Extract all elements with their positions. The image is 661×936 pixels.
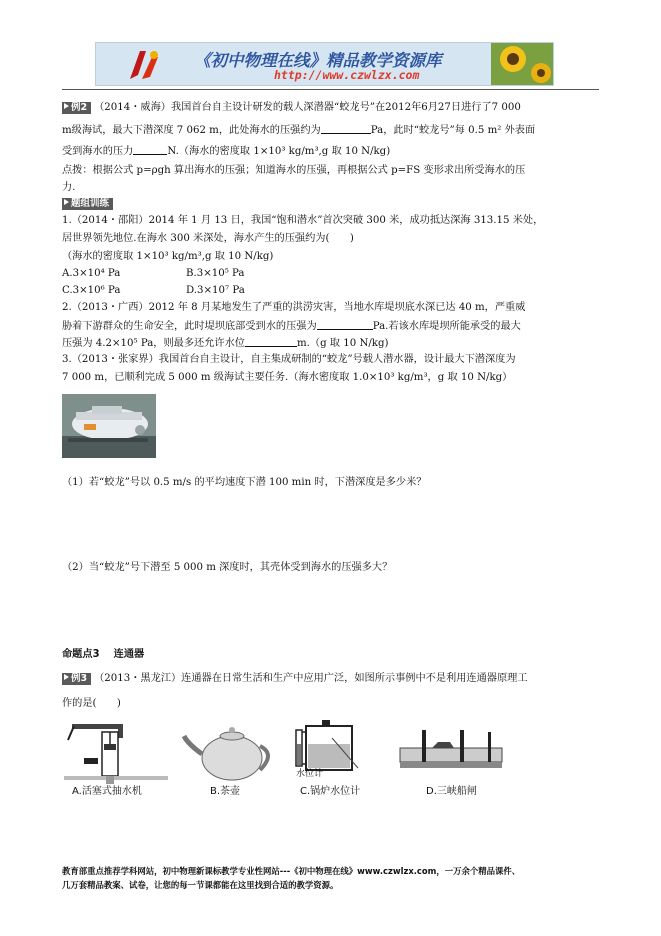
example2-line3: 受到海水的压力 N.（海水的密度取 1×10³ kg/m³,g 取 10 N/kg) [62, 146, 391, 157]
training-tag: 题组训练 [62, 198, 113, 210]
point3-title: 连通器 [113, 649, 145, 660]
figure-piston-pump[interactable] [62, 718, 170, 798]
q3-line1: 3.（2013・张家界）我国首台自主设计，自主集成研制的“蛟龙”号载人潜水器，设计最大下潜深度为 [62, 354, 516, 365]
submersible-photo [62, 394, 156, 458]
answer-blank[interactable] [133, 144, 167, 155]
q1-line3: （海水的密度取 1×10³ kg/m³,g 取 10 N/kg) [62, 251, 274, 262]
header-divider [62, 89, 599, 90]
training-heading [62, 197, 116, 210]
ship-lock-icon [398, 718, 504, 778]
banner-title: 《初中物理在线》精品教学资源库 [194, 51, 442, 70]
q1-option-b[interactable]: B.3×10⁵ Pa [186, 268, 245, 279]
sunflower-icon [491, 43, 553, 85]
example2-line1: 例2 （2014・威海）我国首台自主设计研发的载人深潜器“蛟龙号”在2012年6月27日进行了7 000 [62, 101, 521, 114]
q1-option-a[interactable]: A.3×10⁴ Pa [62, 268, 121, 279]
figure-teapot[interactable] [180, 718, 280, 798]
footer-line1: 教育部重点推荐学科网站，初中物理新课标教学专业性网站---《初中物理在线》www.czwlzx.com，一万余个精品课件、 [62, 866, 521, 876]
example3-tag: 例3 [62, 673, 91, 685]
caption-a: A.活塞式抽水机 [72, 786, 142, 797]
figure-ship-lock[interactable] [398, 718, 504, 798]
q2-line1: 2.（2013・广西）2012 年 8 月某地发生了严重的洪涝灾害，当地水库堤坝底水深已达 40 m，严重威 [62, 302, 526, 313]
teapot-icon [180, 718, 280, 784]
point3-heading [62, 648, 144, 661]
q1-option-c[interactable]: C.3×10⁶ Pa [62, 285, 121, 296]
example2-hint-line2: 力. [62, 182, 76, 193]
header-banner [95, 42, 554, 86]
banner-url[interactable]: http://www.czwlzx.com [274, 68, 420, 82]
example3-line2: 作的是( ) [62, 698, 121, 709]
answer-blank[interactable] [317, 319, 373, 330]
site-logo-icon [124, 45, 164, 85]
caption-d: D.三峡船闸 [426, 786, 477, 797]
figure-boiler-gauge[interactable] [288, 718, 388, 798]
footer-line2: 几万套精品教案、试卷，让您的每一节课都能在这里找到合适的教学资源。 [62, 880, 339, 890]
q3-line2: 7 000 m，已顺利完成 5 000 m 级海试主要任务.（海水密度取 1.0×10³ kg/m³，g 取 10 N/kg） [62, 372, 513, 383]
q1-option-d[interactable]: D.3×10⁷ Pa [186, 285, 245, 296]
q2-line3: 压强为 4.2×10⁵ Pa，则最多还允许水位 m.（g 取 10 N/kg) [62, 338, 389, 349]
q3-sub1: （1）若“蛟龙”号以 0.5 m/s 的平均速度下潜 100 min 时，下潜深度是多少米？ [62, 477, 427, 488]
caption-b: B.茶壶 [210, 786, 241, 797]
q3-sub2: （2）当“蛟龙”号下潜至 5 000 m 深度时，其壳体受到海水的压强多大？ [62, 562, 393, 573]
example2-tag: 例2 [62, 102, 91, 114]
boiler-gauge-icon [288, 718, 388, 772]
point3-label: 命题点3 [62, 649, 100, 660]
q2-line2: 胁着下游群众的生命安全，此时堤坝底部受到水的压强为 Pa.若该水库堤坝所能承受的最大 [62, 321, 521, 332]
piston-pump-icon [62, 718, 170, 784]
example3-line1: 例3 （2013・黑龙江）连通器在日常生活和生产中应用广泛，如图所示事例中不是利用连通器原理工 [62, 672, 528, 685]
answer-blank[interactable] [321, 123, 371, 134]
example2-hint-line1: 点拨：根据公式 p=ρgh 算出海水的压强；知道海水的压强，再根据公式 p=FS 变形求出所受海水的压 [62, 165, 526, 176]
q1-line1: 1.（2014・邵阳）2014 年 1 月 13 日，我国“饱和潜水”首次突破 300 米，成功抵达深海 313.15 米处， [62, 215, 544, 226]
example2-line2: m级海试，最大下潜深度 7 062 m，此处海水的压强约为 Pa，此时“蛟龙号”每 0.5 m² 外表面 [62, 125, 536, 136]
gauge-label: 水位计 [296, 769, 324, 779]
answer-blank[interactable] [245, 336, 297, 347]
q1-line2: 居世界领先地位.在海水 300 米深处，海水产生的压强约为( ) [62, 233, 354, 244]
caption-c: C.锅炉水位计 [300, 786, 361, 797]
